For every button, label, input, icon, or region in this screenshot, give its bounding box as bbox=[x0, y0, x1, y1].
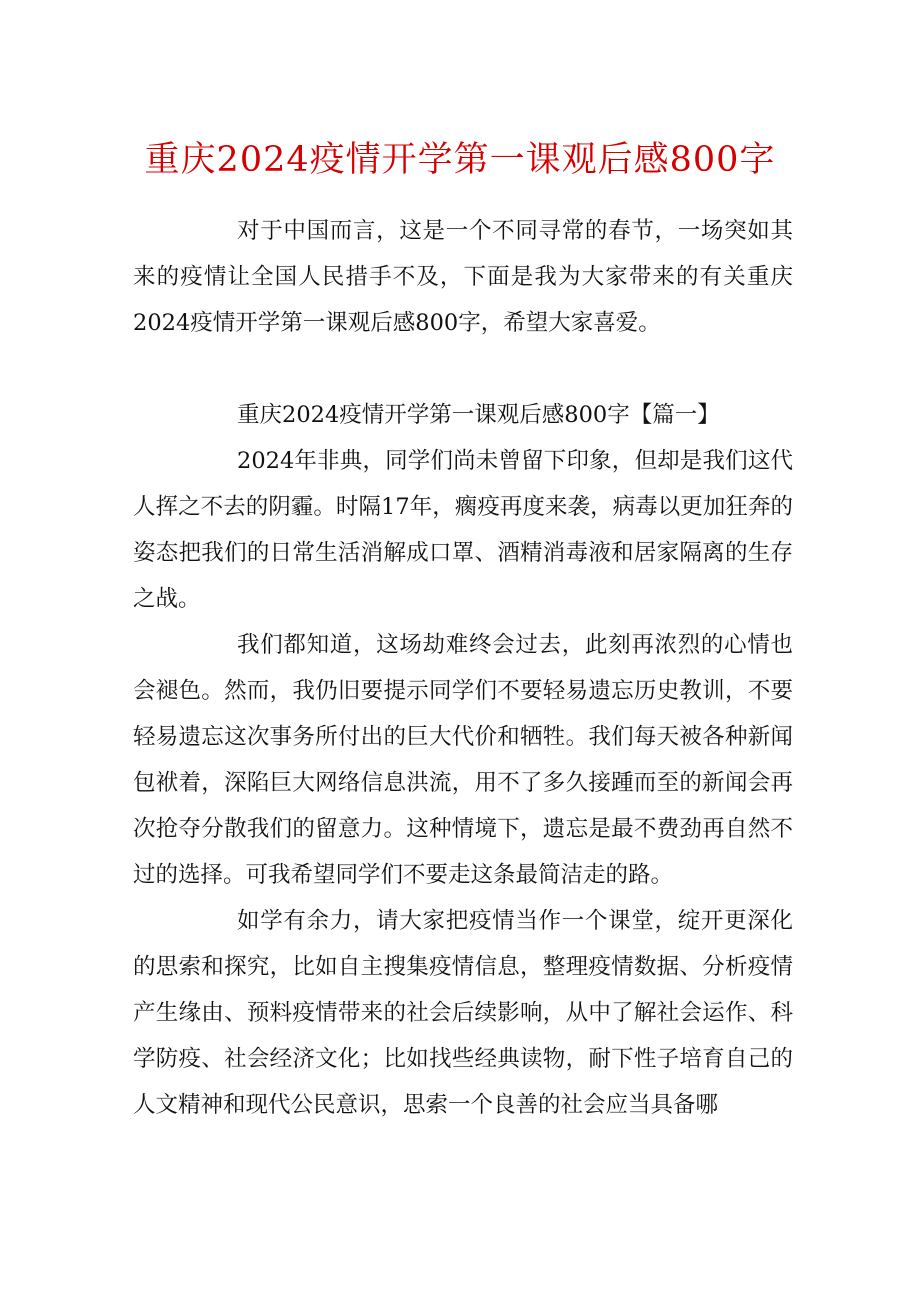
document-body bbox=[133, 208, 793, 1128]
body-paragraph-1: 2024年非典，同学们尚未曾留下印象，但却是我们这代人挥之不去的阴霾。时隔17年，瘸疫再度来袭，病毒以更加狂奔的姿态把我们的日常生活消解成口罩、酒精消毒液和居家隔离的生存之战。 bbox=[133, 448, 793, 612]
intro-paragraph: 对于中国而言，这是一个不同寻常的春节，一场突如其来的疫情让全国人民措手不及，下面是我为大家带来的有关重庆2024疫情开学第一课观后感800字，希望大家喜爱。 bbox=[133, 218, 793, 336]
section-heading: 重庆2024疫情开学第一课观后感800字【篇一】 bbox=[237, 402, 720, 428]
document-title: 重庆2024疫情开学第一课观后感800字 bbox=[144, 140, 776, 180]
body-paragraph-2: 我们都知道，这场劫难终会过去，此刻再浓烈的心情也会褪色。然而，我仍旧要提示同学们不要轻易遗忘历史教训，不要轻易遗忘这次事务所付出的巨大代价和牺牲。我们每天被各种新闻包袱着，深陷巨大网络信息洪流，用不了多久接踵而至的新闻会再次抢夺分散我们的留意力。这种情境下，遗忘是最不费劲再自然不过的选择。可我希望同学们不要走这条最简洁走的路。 bbox=[133, 632, 793, 888]
body-paragraph-3: 如学有余力，请大家把疫情当作一个课堂，绽开更深化的思索和探究，比如自主搜集疫情信息，整理疫情数据、分析疫情产生缘由、预料疫情带来的社会后续影响，从中了解社会运作、科学防疫、社会经济文化；比如找些经典读物，耐下性子培育自己的人文精神和现代公民意识，思索一个良善的社会应当具备哪 bbox=[133, 908, 793, 1118]
